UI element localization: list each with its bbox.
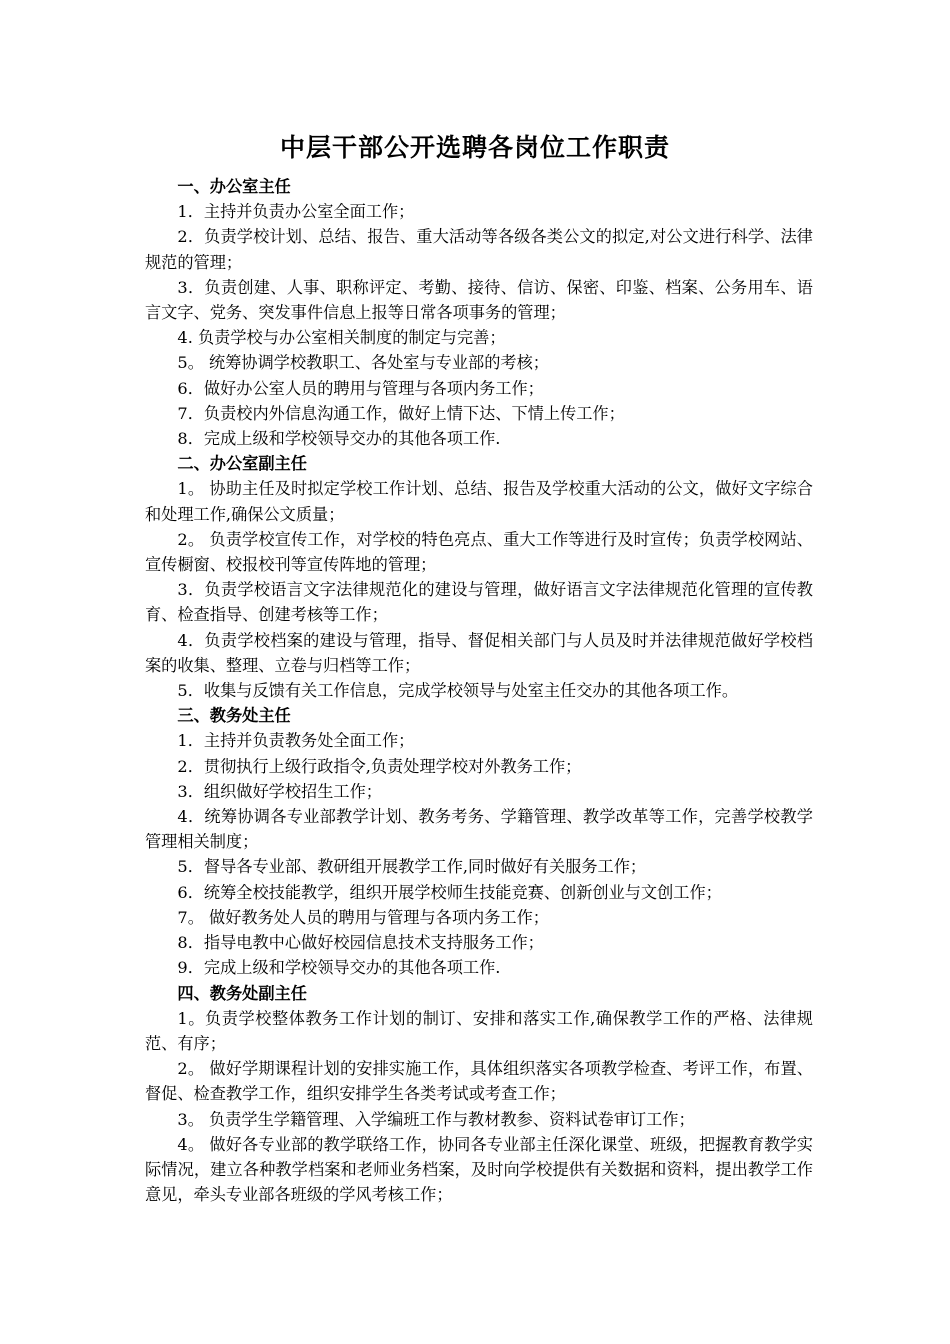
section-heading: 二、办公室副主任 <box>177 454 307 474</box>
duty-item: 7。 做好教务处人员的聘用与管理与各项内务工作； <box>177 907 549 927</box>
duty-item: 3．负责学校语言文字法律规范化的建设与管理，做好语言文字法律规范化管理的宣传教育、检查指导、创建考核等工作； <box>145 580 813 625</box>
section-heading: 三、教务处主任 <box>177 706 291 726</box>
duty-item: 3．负责创建、人事、职称评定、考勤、接待、信访、保密、印鉴、档案、公务用车、语言文字、党务、突发事件信息上报等日常各项事务的管理； <box>145 277 813 323</box>
duty-item: 5．收集与反馈有关工作信息，完成学校领导与处室主任交办的其他各项工作。 <box>177 681 739 701</box>
duty-item: 2．贯彻执行上级行政指令,负责处理学校对外教务工作； <box>177 756 582 776</box>
duty-item: 3．组织做好学校招生工作； <box>177 781 382 801</box>
duty-item: 6．做好办公室人员的聘用与管理与各项内务工作； <box>177 378 544 398</box>
duty-item: 1．主持并负责教务处全面工作； <box>177 731 415 751</box>
duty-item: 2。 做好学期课程计划的安排实施工作，具体组织落实各项教学检查、考评工作，布置、督促、检查教学工作，组织安排学生各类考试或考查工作； <box>145 1059 813 1104</box>
duty-item: 1。 协助主任及时拟定学校工作计划、总结、报告及学校重大活动的公文，做好文字综合和处理工作,确保公文质量； <box>145 479 813 524</box>
duty-item: 5。 统筹协调学校教职工、各处室与专业部的考核； <box>177 353 549 373</box>
duty-item: 5．督导各专业部、教研组开展教学工作,同时做好有关服务工作； <box>177 857 647 877</box>
section-heading: 四、教务处副主任 <box>177 983 307 1003</box>
duty-item: 1．主持并负责办公室全面工作； <box>177 202 415 222</box>
section-heading: 一、办公室主任 <box>177 177 291 196</box>
document-title: 中层干部公开选聘各岗位工作职责 <box>279 133 670 162</box>
duty-item: 1。负责学校整体教务工作计划的制订、安排和落实工作,确保教学工作的严格、法律规范、有序； <box>145 1008 813 1053</box>
duty-item: 6．统筹全校技能教学，组织开展学校师生技能竞赛、创新创业与文创工作； <box>177 882 722 902</box>
duty-item: 2。 负责学校宣传工作，对学校的特色亮点、重大工作等进行及时宣传；负责学校网站、宣传橱窗、校报校刊等宣传阵地的管理； <box>145 529 813 575</box>
duty-item: 4。 做好各专业部的教学联络工作，协同各专业部主任深化课堂、班级，把握教育教学实际情况，建立各种教学档案和老师业务档案，及时向学校提供有关数据和资料，提出教学工作意见，牵头专业部各班级的学风考核工作； <box>145 1134 813 1205</box>
document-body <box>145 174 813 1207</box>
duty-item: 8．完成上级和学校领导交办的其他各项工作. <box>177 429 501 449</box>
duty-item: 8．指导电教中心做好校园信息技术支持服务工作； <box>177 933 544 953</box>
duty-item: 9．完成上级和学校领导交办的其他各项工作. <box>177 958 501 978</box>
duty-item: 4．负责学校档案的建设与管理，指导、督促相关部门与人员及时并法律规范做好学校档案的收集、整理、立卷与归档等工作； <box>145 630 813 675</box>
duty-item: 7．负责校内外信息沟通工作，做好上情下达、下情上传工作； <box>177 403 625 423</box>
duty-item: 4．统筹协调各专业部教学计划、教务考务、学籍管理、教学改革等工作，完善学校教学管理相关制度； <box>145 807 813 852</box>
duty-item: 2．负责学校计划、总结、报告、重大活动等各级各类公文的拟定,对公文进行科学、法律规范的管理； <box>145 227 813 272</box>
duty-item: 4. 负责学校与办公室相关制度的制定与完善； <box>177 328 506 348</box>
duty-item: 3。 负责学生学籍管理、入学编班工作与教材教参、资料试卷审订工作； <box>177 1109 695 1129</box>
